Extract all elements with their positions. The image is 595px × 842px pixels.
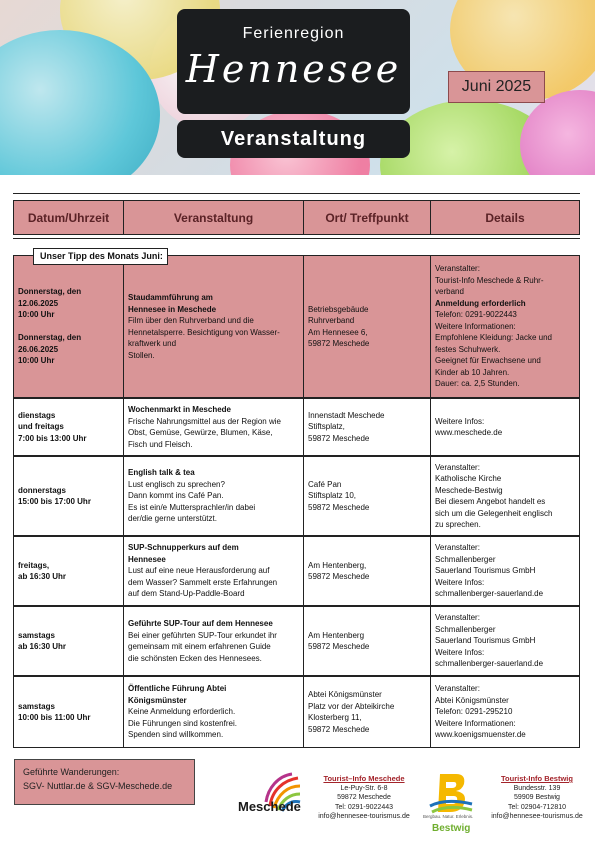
date-line: 26.06.2025 bbox=[18, 344, 59, 354]
event-title: Wochenmarkt in Meschede bbox=[128, 405, 231, 414]
details-cell bbox=[431, 677, 579, 747]
event-title: Hennesee bbox=[128, 554, 166, 564]
event-title: English talk & tea bbox=[128, 468, 195, 478]
bestwig-logo-text: Bestwig bbox=[432, 823, 471, 834]
event-title: Hennesee in Meschede bbox=[128, 304, 217, 314]
details-line: Veranstalter: bbox=[435, 543, 480, 553]
date-cell bbox=[14, 607, 124, 675]
divider bbox=[13, 238, 580, 239]
date-cell bbox=[14, 677, 124, 747]
place-line: 59872 Meschede bbox=[308, 572, 370, 581]
tip-of-month-label: Unser Tipp des Monats Juni: bbox=[33, 248, 168, 265]
place-line: Am Hennesee 6, bbox=[308, 327, 368, 337]
date-cell bbox=[14, 537, 124, 605]
hiking-line: Geführte Wanderungen: bbox=[23, 767, 120, 777]
event-title: Staudammführung am bbox=[128, 293, 213, 302]
info-line: 59909 Bestwig bbox=[514, 794, 560, 801]
bestwig-logo-icon bbox=[426, 768, 476, 818]
column-header: Veranstaltung bbox=[124, 201, 304, 234]
bestwig-tagline: Bergbau. Natur. Erlebnis. bbox=[423, 814, 474, 819]
details-cell bbox=[431, 256, 579, 397]
details-line: Kinder ab 10 Jahren. bbox=[435, 367, 510, 377]
details-line: sich um die Gelegenheit englisch bbox=[435, 508, 553, 518]
details-line: Bei diesem Angebot handelt es bbox=[435, 497, 546, 506]
place-line: Stiftsplatz, bbox=[308, 422, 345, 432]
event-description-line: Die Führungen sind kostenfrei. bbox=[128, 718, 237, 728]
page-title: Veranstaltung bbox=[177, 120, 410, 158]
tourist-info-meschede bbox=[310, 774, 418, 822]
event-description-line: Frische Nahrungsmittel aus der Region wie bbox=[128, 416, 281, 426]
event-cell bbox=[124, 537, 304, 605]
details-line: Weitere Informationen: bbox=[435, 718, 516, 728]
date-line: 15:00 bis 17:00 Uhr bbox=[18, 497, 91, 506]
place-line: Innenstadt Meschede bbox=[308, 410, 385, 420]
details-line: www.meschede.de bbox=[435, 428, 503, 437]
place-line: 59872 Meschede bbox=[308, 433, 370, 443]
date-line: samstags bbox=[18, 630, 55, 640]
event-description-line: Dann kommt ins Café Pan. bbox=[128, 491, 224, 501]
place-cell bbox=[304, 457, 431, 535]
event-cell bbox=[124, 399, 304, 455]
date-line: 10:00 bis 11:00 Uhr bbox=[18, 713, 91, 722]
place-line: Ruhrverband bbox=[308, 316, 355, 325]
info-title: Tourist-Info Bestwig bbox=[501, 774, 573, 783]
info-line[interactable]: info@hennesee-tourismus.de bbox=[318, 813, 410, 820]
table-row bbox=[13, 536, 580, 606]
place-line: Klosterberg 11, bbox=[308, 713, 362, 722]
date-line: 10:00 Uhr bbox=[18, 310, 55, 320]
place-cell bbox=[304, 607, 431, 675]
date-line: 12.06.2025 bbox=[18, 298, 59, 308]
event-description-line: Hennetalsperre. Besichtigung von Wasser- bbox=[128, 327, 280, 337]
event-cell bbox=[124, 677, 304, 747]
event-description-line: Lust auf eine neue Herausforderung auf bbox=[128, 566, 270, 576]
event-description-line: auf dem Stand-Up-Paddle-Board bbox=[128, 589, 245, 599]
event-description-line: Fisch und Fleisch. bbox=[128, 439, 193, 449]
table-header bbox=[13, 200, 580, 235]
date-line: samstags bbox=[18, 701, 55, 711]
place-line: Platz vor der Abteikirche bbox=[308, 701, 395, 711]
event-title: SUP-Schnupperkurs auf dem bbox=[128, 543, 239, 553]
place-line: Café Pan bbox=[308, 479, 342, 489]
info-line: Tel: 0291-9022443 bbox=[335, 803, 393, 811]
event-description-line: Film über den Ruhrverband und die bbox=[128, 316, 254, 325]
details-line: festes Schuhwerk. bbox=[435, 344, 501, 354]
event-description-line: der/die gerne unterstützt. bbox=[128, 514, 217, 524]
date-cell bbox=[14, 256, 124, 397]
date-line: 10:00 Uhr bbox=[18, 356, 55, 366]
place-line: Am Hentenberg bbox=[308, 630, 365, 640]
details-line: Weitere Informationen: bbox=[435, 321, 516, 331]
place-line: 59872 Meschede bbox=[308, 642, 370, 651]
info-line: 59872 Meschede bbox=[337, 794, 391, 801]
date-line: Donnerstag, den bbox=[18, 333, 82, 343]
hiking-line: SGV- Nuttlar.de & SGV-Meschede.de bbox=[23, 781, 173, 791]
details-line: Empfohlene Kleidung: Jacke und bbox=[435, 333, 552, 343]
place-cell bbox=[304, 399, 431, 455]
event-description-line: Lust englisch zu sprechen? bbox=[128, 479, 225, 489]
details-line: www.koenigsmuenster.de bbox=[435, 730, 526, 740]
event-description-line: gemeinsam mit einem erfahrenen Guide bbox=[128, 642, 271, 651]
meschede-logo-text: Meschede bbox=[238, 799, 301, 814]
details-line: Telefon: 0291-9022443 bbox=[435, 310, 517, 320]
column-header: Details bbox=[485, 210, 525, 225]
date-line: Donnerstag, den bbox=[18, 287, 82, 297]
hiking-info-box bbox=[14, 759, 195, 805]
event-description-line: Spenden sind willkommen. bbox=[128, 730, 224, 740]
column-header: Datum/Uhrzeit bbox=[14, 201, 124, 234]
event-description-line: Keine Anmeldung erforderlich. bbox=[128, 707, 236, 717]
place-cell bbox=[304, 537, 431, 605]
details-line: Veranstalter: bbox=[435, 462, 480, 472]
info-line: Tel: 02904-712810 bbox=[508, 803, 566, 811]
details-line: Geeignet für Erwachsene und bbox=[435, 356, 541, 366]
details-line: schmallenberger-sauerland.de bbox=[435, 659, 544, 669]
event-description-line: Es ist ein/e Muttersprachler/in dabei bbox=[128, 502, 256, 512]
event-description-line: kraftwerk und bbox=[128, 339, 177, 348]
place-line: Am Hentenberg, bbox=[308, 560, 367, 570]
details-line: verband bbox=[435, 287, 464, 297]
event-title: Öffentliche Führung Abtei bbox=[128, 684, 227, 694]
table-row bbox=[13, 606, 580, 676]
details-line: Dauer: ca. 2,5 Stunden. bbox=[435, 379, 520, 389]
column-header: Ort/ Treffpunkt bbox=[304, 201, 431, 234]
details-cell bbox=[431, 457, 579, 535]
table-row bbox=[13, 676, 580, 748]
region-logo bbox=[177, 9, 410, 114]
date-line bbox=[18, 321, 119, 333]
date-line: ab 16:30 Uhr bbox=[18, 642, 67, 651]
details-line: Weitere Infos: bbox=[435, 577, 485, 587]
details-line: Katholische Kirche bbox=[435, 474, 502, 483]
event-description-line: Bei einer geführten SUP-Tour erkundet ihr bbox=[128, 630, 277, 640]
place-cell bbox=[304, 677, 431, 747]
info-line[interactable]: info@hennesee-tourismus.de bbox=[491, 813, 583, 820]
divider bbox=[13, 193, 580, 194]
date-cell bbox=[14, 457, 124, 535]
info-line: Bundesstr. 139 bbox=[513, 784, 561, 792]
date-line: freitags, bbox=[18, 560, 50, 570]
table-row bbox=[13, 398, 580, 456]
date-line: und freitags bbox=[18, 422, 64, 432]
info-title: Tourist–Info Meschede bbox=[323, 774, 405, 783]
region-main-label: Hennesee bbox=[185, 47, 402, 91]
details-line: Veranstalter: bbox=[435, 684, 480, 694]
event-description-line: Stollen. bbox=[128, 350, 155, 360]
tourist-info-bestwig bbox=[487, 774, 587, 822]
info-line: Le-Puy-Str. 6-8 bbox=[340, 784, 388, 792]
details-line: Weitere Infos: bbox=[435, 647, 485, 657]
date-line: 7:00 bis 13:00 Uhr bbox=[18, 433, 87, 443]
place-line: 59872 Meschede bbox=[308, 502, 370, 512]
details-emphasis: Anmeldung erforderlich bbox=[435, 298, 526, 308]
event-cell bbox=[124, 457, 304, 535]
details-line: Meschede-Bestwig bbox=[435, 485, 503, 495]
month-badge: Juni 2025 bbox=[448, 71, 545, 103]
place-line: 59872 Meschede bbox=[308, 724, 370, 734]
place-line: Stiftsplatz 10, bbox=[308, 491, 357, 501]
place-cell bbox=[304, 256, 431, 397]
event-title: Königsmünster bbox=[128, 695, 187, 705]
table-row bbox=[13, 456, 580, 536]
details-line: Telefon: 0291-295210 bbox=[435, 707, 513, 717]
details-line: zu sprechen. bbox=[435, 520, 481, 529]
details-cell bbox=[431, 607, 579, 675]
details-line: Veranstalter: bbox=[435, 264, 480, 274]
place-line: Betriebsgebäude bbox=[308, 304, 369, 314]
event-description-line: die schönsten Ecken des Hennesees. bbox=[128, 653, 262, 663]
event-description-line: Obst, Gemüse, Gewürze, Blumen, Käse, bbox=[128, 428, 273, 437]
place-line: Abtei Königsmünster bbox=[308, 690, 382, 699]
event-description-line: dem Wasser? Sammelt erste Erfahrungen bbox=[128, 577, 278, 587]
date-line: dienstags bbox=[18, 410, 56, 420]
table-row bbox=[13, 255, 580, 398]
date-cell bbox=[14, 399, 124, 455]
place-line: 59872 Meschede bbox=[308, 339, 370, 348]
region-top-label: Ferienregion bbox=[242, 25, 345, 42]
event-cell bbox=[124, 607, 304, 675]
header-banner bbox=[0, 0, 595, 175]
details-cell bbox=[431, 399, 579, 455]
details-line: Sauerland Tourismus GmbH bbox=[435, 636, 536, 646]
details-cell bbox=[431, 537, 579, 605]
details-line: Weitere Infos: bbox=[435, 416, 485, 426]
details-line: Sauerland Tourismus GmbH bbox=[435, 566, 536, 576]
details-line: Abtei Königsmünster bbox=[435, 695, 509, 705]
details-line: schmallenberger-sauerland.de bbox=[435, 589, 544, 599]
date-line: ab 16:30 Uhr bbox=[18, 572, 67, 581]
details-line: Veranstalter: bbox=[435, 613, 480, 623]
details-line: Schmallenberger bbox=[435, 624, 496, 634]
details-line: Schmallenberger bbox=[435, 554, 496, 564]
date-line: donnerstags bbox=[18, 485, 67, 495]
event-cell bbox=[124, 256, 304, 397]
event-title: Geführte SUP-Tour auf dem Hennesee bbox=[128, 619, 273, 628]
details-line: Tourist-Info Meschede & Ruhr- bbox=[435, 275, 544, 285]
